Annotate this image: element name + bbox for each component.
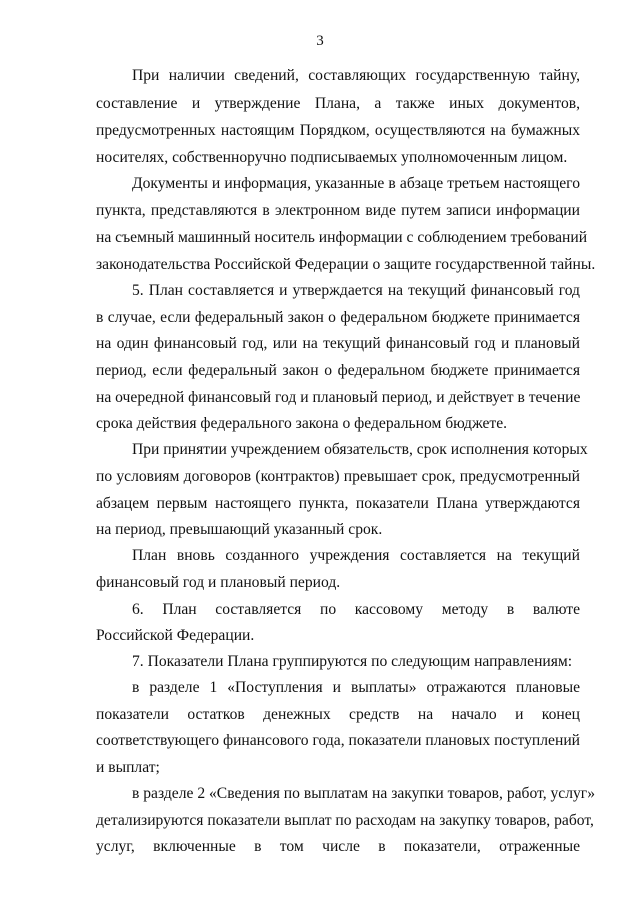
text-line: в разделе 1 «Поступления и выплаты» отражаются плановые — [132, 679, 580, 696]
text-line: При наличии сведений, составляющих государственную тайну, — [132, 67, 580, 84]
text-line: План вновь созданного учреждения составляется на текущий — [132, 547, 580, 564]
page-number: 3 — [316, 33, 324, 49]
text-line: в разделе 2 «Сведения по выплатам на закупки товаров, работ, услуг» — [132, 785, 595, 802]
text-line: и выплат; — [96, 759, 160, 776]
text-line: 7. Показатели Плана группируются по следующим направлениям: — [132, 653, 573, 670]
text-line: детализируются показатели выплат по расходам на закупку товаров, работ, — [96, 812, 594, 829]
text-line: период, если федеральный закон о федеральном бюджете принимается — [96, 362, 580, 379]
text-line: в случае, если федеральный закон о федеральном бюджете принимается — [96, 309, 580, 326]
text-line: показатели остатков денежных средств на начало и конец — [96, 706, 580, 723]
text-line: на съемный машинный носитель информации с соблюдением требований — [96, 229, 588, 246]
text-line: на один финансовый год, или на текущий финансовый год и плановый — [96, 335, 580, 352]
text-line: на очередной финансовый год и плановый период, и действует в течение — [96, 389, 581, 406]
text-line: по условиям договоров (контрактов) превышает срок, предусмотренный — [96, 468, 580, 485]
text-line: предусмотренных настоящим Порядком, осуществляются на бумажных — [96, 122, 580, 139]
text-line: носителях, собственноручно подписываемых уполномоченным лицом. — [96, 149, 568, 166]
text-line: услуг, включенные в том числе в показатели, отраженные — [96, 838, 580, 855]
text-line: на период, превышающий указанный срок. — [96, 521, 383, 538]
text-line: абзацем первым настоящего пункта, показатели Плана утверждаются — [96, 495, 580, 512]
text-line: пункта, представляются в электронном виде путем записи информации — [96, 202, 580, 219]
text-line: При принятии учреждением обязательств, срок исполнения которых — [132, 441, 588, 458]
text-line: финансовый год и плановый период. — [96, 574, 341, 591]
text-line: законодательства Российской Федерации о защите государственной тайны. — [96, 256, 596, 273]
text-line: 5. План составляется и утверждается на текущий финансовый год — [132, 282, 580, 299]
text-line: Документы и информация, указанные в абзаце третьем настоящего — [132, 175, 580, 192]
text-line: срока действия федерального закона о федеральном бюджете. — [96, 415, 508, 432]
text-line: составление и утверждение Плана, а также иных документов, — [96, 95, 580, 112]
text-line: 6. План составляется по кассовому методу в валюте — [132, 601, 580, 618]
text-line: Российской Федерации. — [96, 627, 255, 644]
text-line: соответствующего финансового года, показатели плановых поступлений — [96, 732, 581, 749]
